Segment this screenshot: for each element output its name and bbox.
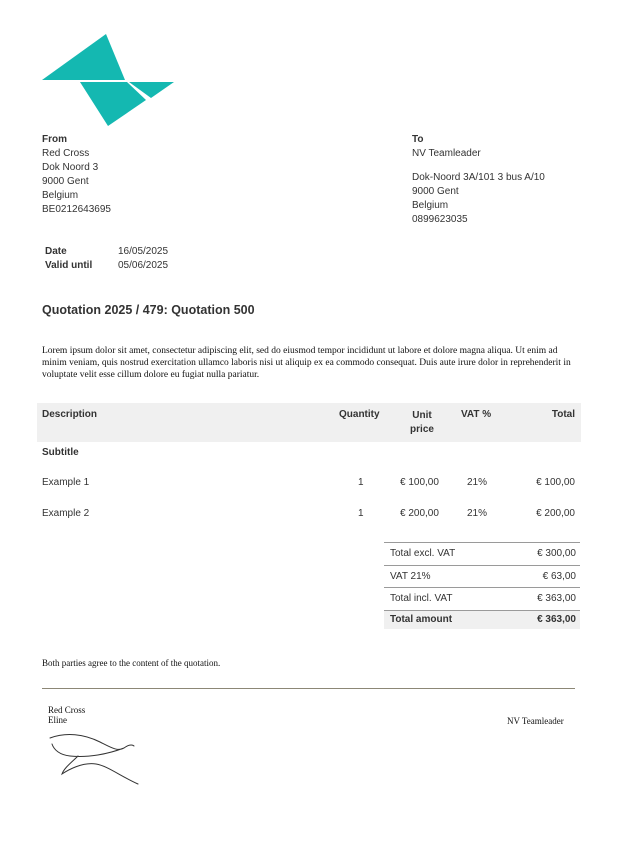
vat-label: VAT 21% <box>390 570 431 582</box>
header-unit-price <box>400 409 444 437</box>
vat-value: € 63,00 <box>542 570 576 582</box>
valid-until-label: Valid until <box>45 260 93 271</box>
logo-shape-lower <box>80 82 146 126</box>
to-vat-number: 0899623035 <box>412 214 468 225</box>
header-vat: VAT % <box>461 409 492 420</box>
to-address: Dok-Noord 3A/101 3 bus A/10 <box>412 172 545 183</box>
row-total: € 100,00 <box>536 477 575 488</box>
total-amount-value: € 363,00 <box>537 613 576 625</box>
row-quantity: 1 <box>358 477 364 488</box>
date-value: 16/05/2025 <box>118 246 169 257</box>
sender-signature-block <box>48 705 85 725</box>
row-vat: 21% <box>467 477 488 488</box>
total-incl-row <box>384 587 580 610</box>
sender-signature-org: Red Cross <box>48 705 86 715</box>
recipient-block <box>412 133 612 227</box>
row-unit-price: € 100,00 <box>400 477 439 488</box>
total-amount-label: Total amount <box>390 613 453 625</box>
to-country: Belgium <box>412 200 449 211</box>
row-total: € 200,00 <box>536 508 575 519</box>
sender-block <box>42 133 242 217</box>
agreement-text: Both parties agree to the content of the quotation. <box>42 658 221 668</box>
row-description: Example 1 <box>42 477 90 488</box>
total-excl-value: € 300,00 <box>537 548 576 559</box>
totals-block <box>384 542 580 629</box>
header-description: Description <box>42 409 98 420</box>
from-vat-number: BE0212643695 <box>42 204 111 215</box>
from-country: Belgium <box>42 190 79 201</box>
to-name: NV Teamleader <box>412 148 481 159</box>
handwritten-signature <box>48 732 143 788</box>
logo-shape-left <box>42 34 106 80</box>
signature-divider <box>42 688 575 689</box>
header-unit-price-line2: price <box>410 424 434 435</box>
from-address: Dok Noord 3 <box>42 162 99 173</box>
date-label: Date <box>45 246 67 257</box>
total-excl-label: Total excl. VAT <box>390 548 456 559</box>
row-quantity: 1 <box>358 508 364 519</box>
header-quantity: Quantity <box>339 409 380 420</box>
total-incl-label: Total incl. VAT <box>390 593 453 604</box>
total-excl-row <box>384 542 580 565</box>
row-description: Example 2 <box>42 508 90 519</box>
header-unit-price-line1: Unit <box>412 410 432 421</box>
table-row <box>37 477 581 508</box>
items-table <box>37 403 581 539</box>
from-label: From <box>42 134 67 145</box>
company-logo <box>42 32 176 128</box>
vat-row <box>384 565 580 588</box>
valid-until-value: 05/06/2025 <box>118 260 169 271</box>
header-total: Total <box>551 409 575 420</box>
row-unit-price: € 200,00 <box>400 508 439 519</box>
sender-signature-person: Eline <box>48 715 67 725</box>
from-city: 9000 Gent <box>42 176 89 187</box>
total-incl-value: € 363,00 <box>537 593 576 604</box>
from-name: Red Cross <box>42 148 90 159</box>
to-city: 9000 Gent <box>412 186 459 197</box>
recipient-signature-org: NV Teamleader <box>507 716 564 726</box>
table-header <box>37 403 581 442</box>
table-row <box>37 508 581 539</box>
to-label: To <box>412 134 424 145</box>
section-subtitle: Subtitle <box>42 447 79 458</box>
logo-shape-top <box>106 34 125 80</box>
quotation-title: Quotation 2025 / 479: Quotation 500 <box>42 303 255 317</box>
dates-block <box>45 245 168 273</box>
intro-text: Lorem ipsum dolor sit amet, consectetur adipiscing elit, sed do eiusmod tempor incididunt ut labore et dolore magna aliqua. Ut enim ad minim veniam, quis nostrud exercitation ullamco laboris nisi ut aliquip ex ea commodo consequat. Duis aute irure dolor in reprehenderit in voluptate velit esse cillum dolore eu fugiat nulla pariatur. <box>42 346 571 380</box>
total-amount-row <box>384 610 580 629</box>
row-vat: 21% <box>467 508 488 519</box>
